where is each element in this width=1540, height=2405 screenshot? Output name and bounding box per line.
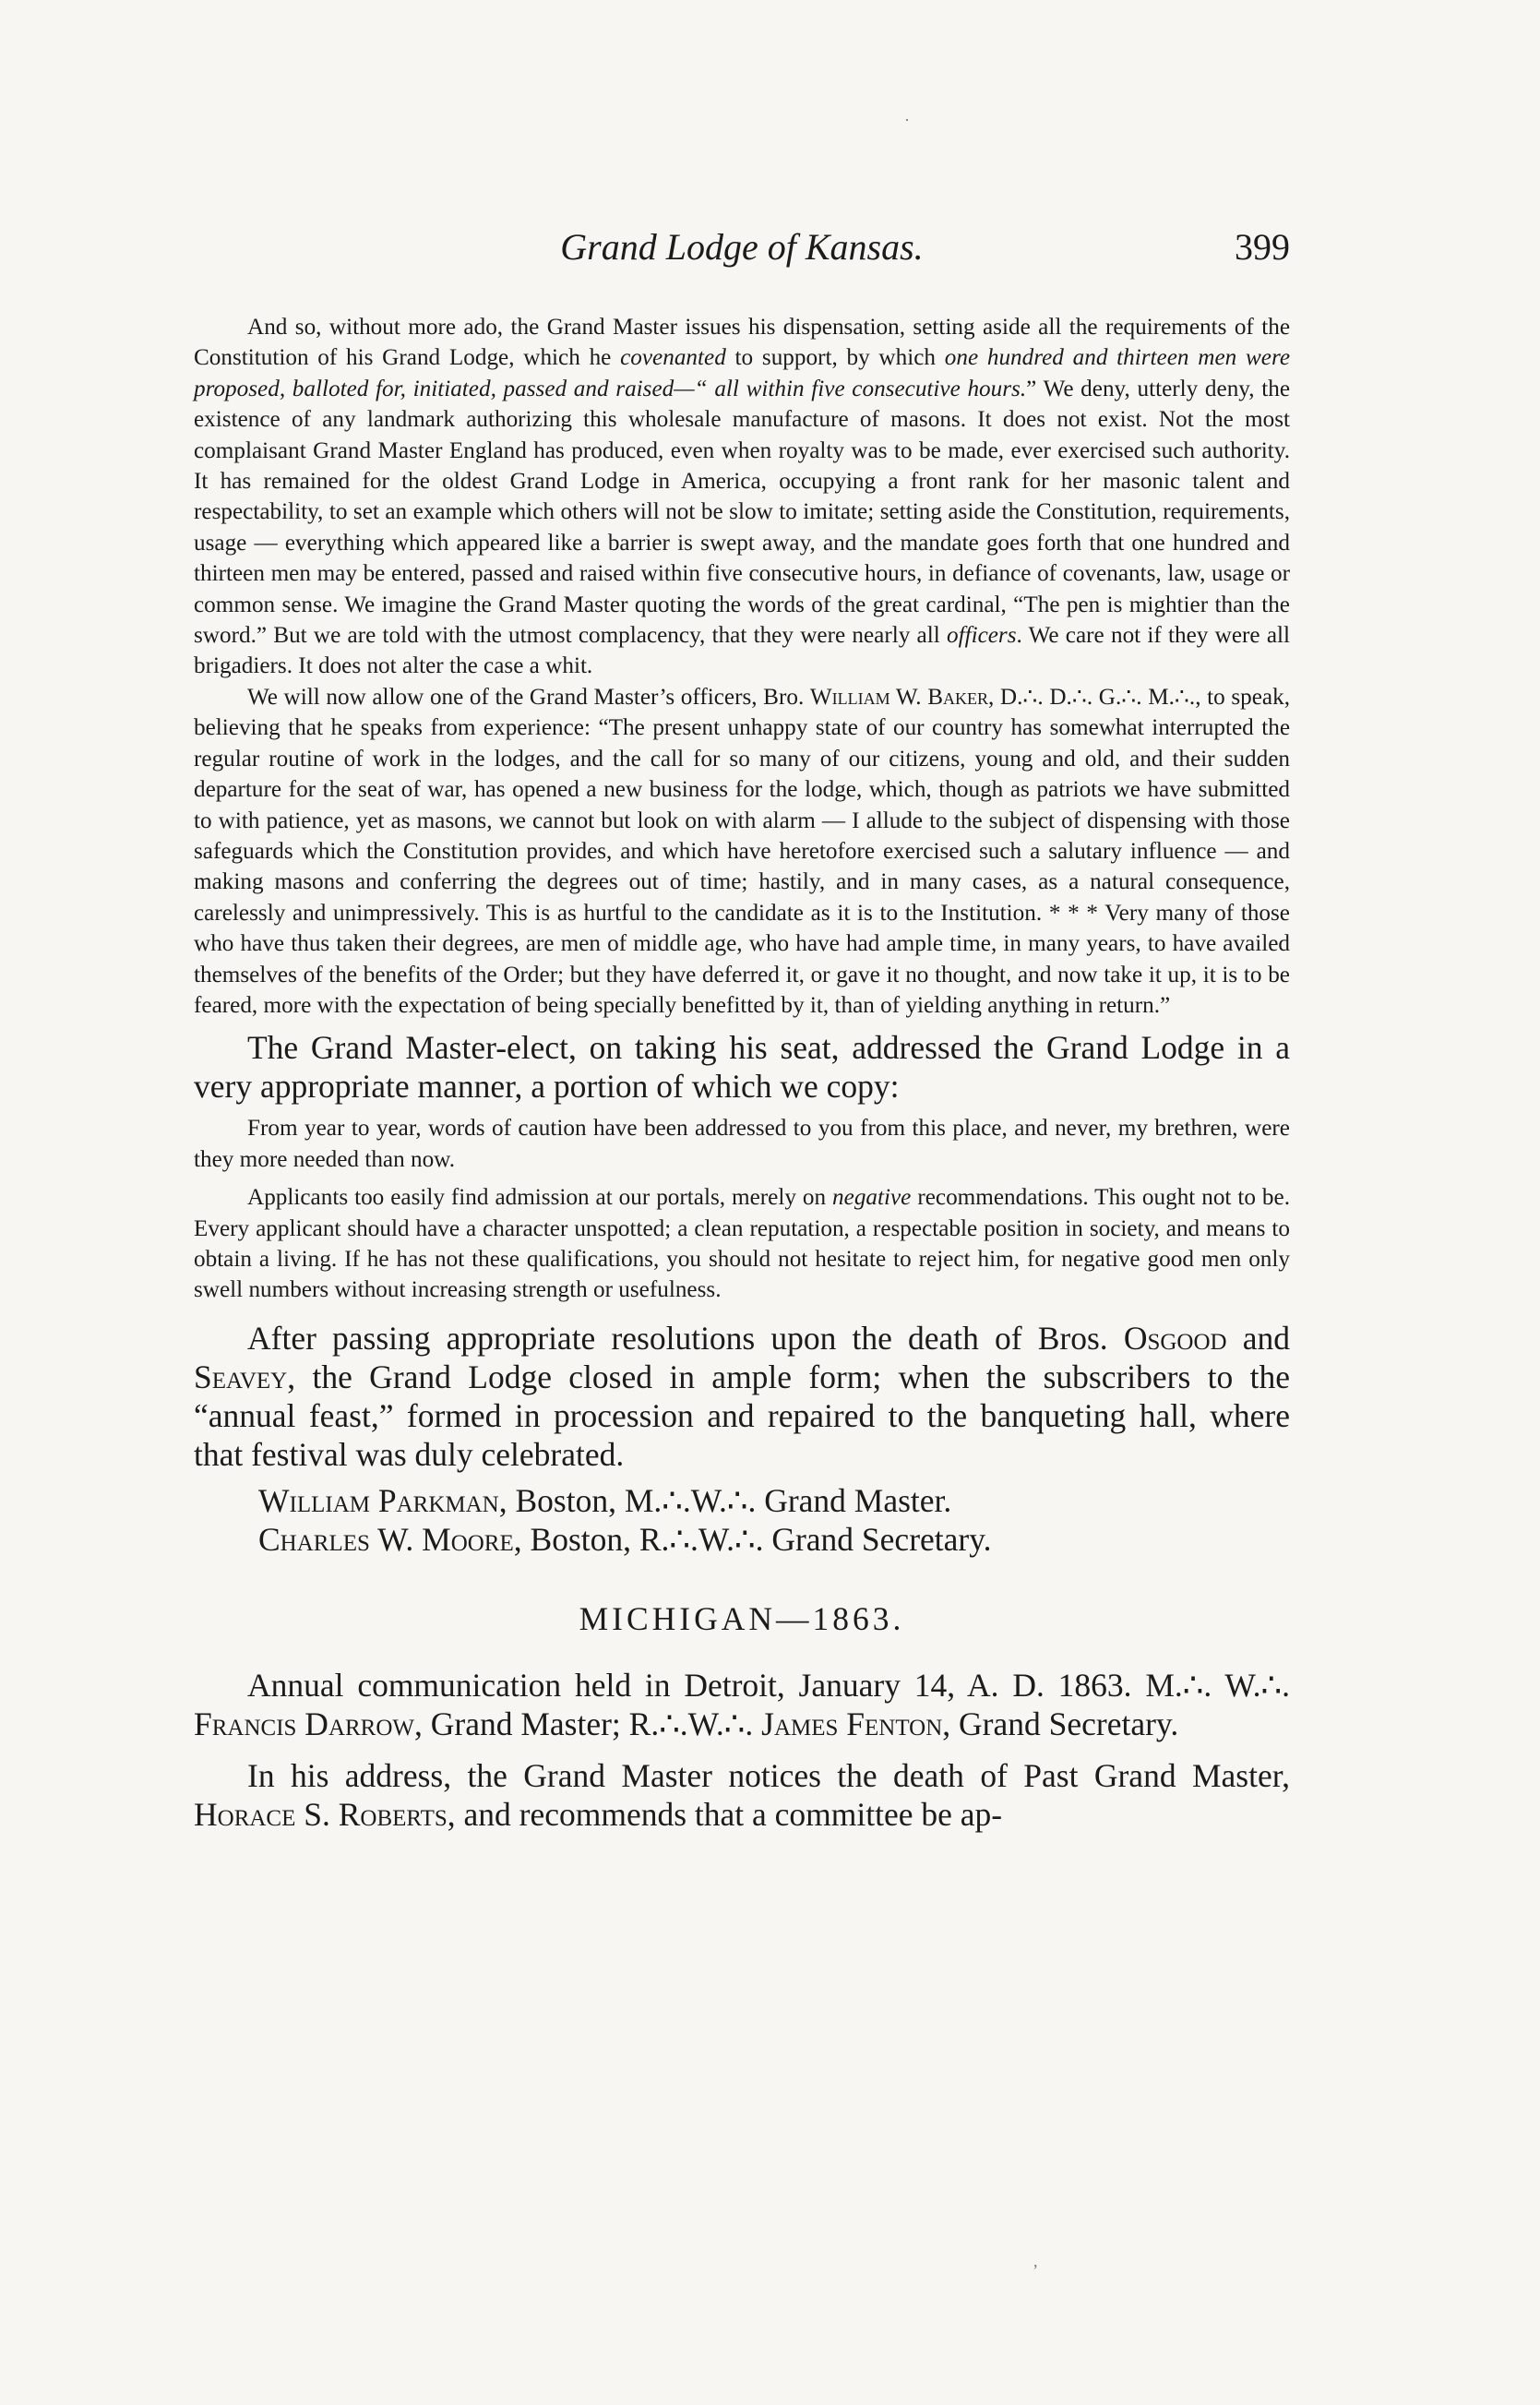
scan-speck: ·: [904, 111, 910, 129]
name-seavey: Seavey: [194, 1358, 288, 1395]
signature-grand-secretary: Charles W. Moore, Boston, R.∴.W.∴. Grand Secretary.: [258, 1520, 992, 1558]
name-baker: William W. Baker: [809, 684, 988, 710]
paragraph-resolutions: After passing appropriate resolutions upon the death of Bros. Osgood and Seavey, the Grand Lodge closed in ample form; when the subscribers to the “annual feast,” formed in procession and repaired to the banqueting hall, where that festival was duly celebrated.: [194, 1319, 1290, 1473]
page-number: 399: [1235, 226, 1290, 268]
paragraph-annual-communication: Annual communication held in Detroit, January 14, A. D. 1863. M.∴. W.∴. Francis Darrow, Grand Master; R.∴.W.∴. James Fenton, Grand Secretary.: [194, 1666, 1290, 1742]
paragraph-baker-quote: We will now allow one of the Grand Master’s officers, Bro. William W. Baker, D.∴. D.∴. G.∴. M.∴., to speak, believing that he speaks from experience: “The present unhappy state of our country has somewhat interrupted the regular routine of work in the lodges, and the call for so many of our citizens, young and old, and their sudden departure for the seat of war, has opened a new business for the lodge, which, though as patriots we have submitted to with patience, yet as masons, we cannot but look on with alarm — I allude to the subject of dispensing with those safeguards which the Constitution provides, and which have heretofore exercised such a salutary influence — and making masons and conferring the degrees out of time; hastily, and in many cases, as a natural consequence, carelessly and unimpressively. This is as hurtful to the candidate as it is to the Institution. * * * Very many of those who have thus taken their degrees, are men of middle age, who have had ample time, in many years, to have availed themselves of the benefits of the Order; but they have deferred it, or gave it no thought, and now take it up, it is to be feared, more with the expectation of being specially benefitted by it, than of yielding anything in return.”: [194, 684, 1291, 1018]
name-fenton: James Fenton: [761, 1705, 943, 1742]
name-roberts: Horace S. Roberts: [194, 1795, 448, 1833]
running-title: Grand Lodge of Kansas.: [560, 226, 924, 268]
running-header: [194, 221, 1290, 277]
italic-quote: one hundred and thirteen men were proposed, balloted for, initiated, passed and raised—“ all within five consecutive hours.: [194, 345, 1290, 401]
italic-officers: officers: [946, 623, 1017, 649]
paragraph-grand-master-elect: The Grand Master-elect, on taking his seat, addressed the Grand Lodge in a very appropriate manner, a portion of which we copy:: [194, 1029, 1290, 1106]
italic-covenanted: covenanted: [620, 345, 726, 371]
paragraph-address: In his address, the Grand Master notices the death of Past Grand Master, Horace S. Roberts, and recommends that a committee be ap-: [194, 1756, 1290, 1833]
paragraph-caution: From year to year, words of caution have been addressed to you from this place, and never, my brethren, were they more needed than now.: [194, 1116, 1290, 1172]
name-darrow: Francis Darrow: [194, 1705, 414, 1742]
signature-grand-master: William Parkman, Boston, M.∴.W.∴. Grand Master.: [258, 1481, 952, 1519]
italic-negative: negative: [832, 1185, 912, 1211]
paragraph-dispensation-critique: And so, without more ado, the Grand Master issues his dispensation, setting aside all the requirements of the Constitution of his Grand Lodge, which he covenanted to support, by which one hundred and thirteen men were proposed, balloted for, initiated, passed and raised—“ all within five consecutive hours.” We deny, utterly deny, the existence of any landmark authorizing this wholesale manufacture of masons. It does not exist. Not the most complaisant Grand Master England has produced, even when royalty was to be made, ever exercised such authority. It has remained for the oldest Grand Lodge in America, occupying a front rank for her masonic talent and respectability, to set an example which others will not be slow to imitate; setting aside the Constitution, requirements, usage — everything which appeared like a barrier is swept away, and the mandate goes forth that one hundred and thirteen men may be entered, passed and raised within five consecutive hours, in defiance of covenants, law, usage or common sense. We imagine the Grand Master quoting the words of the great cardinal, “The pen is mightier than the sword.” But we are told with the utmost complacency, that they were nearly all officers. We care not if they were all brigadiers. It does not alter the case a whit.: [194, 315, 1291, 679]
section-heading-michigan: MICHIGAN—1863.: [579, 1599, 905, 1637]
document-page: [194, 221, 1290, 1834]
paragraph-applicants: Applicants too easily find admission at our portals, merely on negative recommendations. This ought not to be. Every applicant should have a character unspotted; a clean reputation, a respectable position in society, and means to obtain a living. If he has not these qualifications, you should not hesitate to reject him, for negative good men only swell numbers without increasing strength or usefulness.: [194, 1185, 1290, 1303]
name-osgood: Osgood: [1123, 1319, 1227, 1357]
scan-speck: ,: [1033, 2252, 1038, 2270]
